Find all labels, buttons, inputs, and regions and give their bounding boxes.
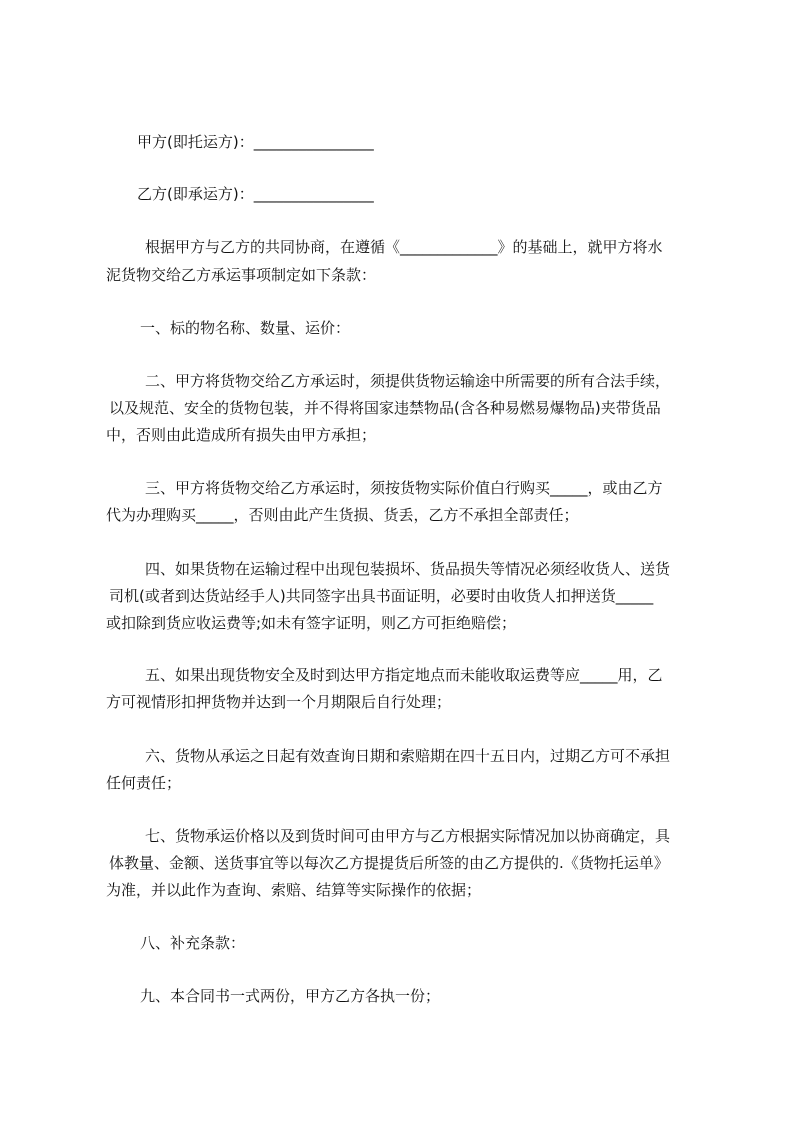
clause-4-line-1: 四、如果货物在运输过程中出现包装损坏、货品损失等情况必须经收货人、送货: [145, 560, 671, 578]
clause-6-line-2: 任何责任；: [106, 774, 182, 792]
clause-1: 一、标的物名称、数量、运价：: [140, 319, 351, 337]
clause-7-line-3: 为准，并以此作为查询、索赔、结算等实际操作的依据；: [106, 881, 482, 899]
clause-5-line-2: 方可视情形扣押货物并达到一个月期限后自行处理；: [106, 693, 452, 711]
clause-2-line-1: 二、甲方将货物交给乙方承运时，须提供货物运输途中所需要的所有合法手续，: [145, 372, 671, 390]
clause-8: 八、补充条款：: [140, 934, 246, 952]
clause-6-line-1: 六、货物从承运之日起有效查询日期和索赔期在四十五日内，过期乙方可不承担: [145, 747, 671, 765]
party-a-line: 甲方(即托运方)：________________: [137, 133, 374, 151]
party-b-line: 乙方(即承运方)：________________: [137, 185, 374, 203]
clause-2-line-2: 以及规范、安全的货物包装，并不得将国家违禁物品(含各种易燃易爆物品)夹带货品: [109, 399, 661, 417]
clause-3-line-2: 代为办理购买_____，否则由此产生货损、货丢，乙方不承担全部责任；: [106, 506, 579, 524]
clause-4-line-2: 司机(或者到达货站经手人)共同签字出具书面证明，必要时由收货人扣押送货_____: [109, 587, 654, 605]
intro-line-2: 泥货物交给乙方承运事项制定如下条款：: [106, 266, 377, 284]
clause-3-line-1: 三、甲方将货物交给乙方承运时，须按货物实际价值白行购买_____，或由乙方: [145, 479, 663, 497]
clause-9: 九、本合同书一式两份，甲方乙方各执一份；: [140, 987, 441, 1005]
clause-4-line-3: 或扣除到货应收运费等;如未有签字证明，则乙方可拒绝赔偿；: [106, 614, 517, 632]
clause-7-line-1: 七、货物承运价格以及到货时间可由甲方与乙方根据实际情况加以协商确定，具: [145, 827, 671, 845]
clause-5-line-1: 五、如果出现货物安全及时到达甲方指定地点而未能收取运费等应_____用，乙: [145, 666, 663, 684]
clause-2-line-3: 中，否则由此造成所有损失由甲方承担；: [106, 426, 377, 444]
intro-line-1: 根据甲方与乙方的共同协商，在遵循《_____________》的基础上，就甲方将水: [145, 238, 663, 256]
clause-7-line-2: 体教量、金额、送货事宜等以每次乙方提提货后所签的由乙方提供的.《货物托运单》: [109, 854, 669, 872]
